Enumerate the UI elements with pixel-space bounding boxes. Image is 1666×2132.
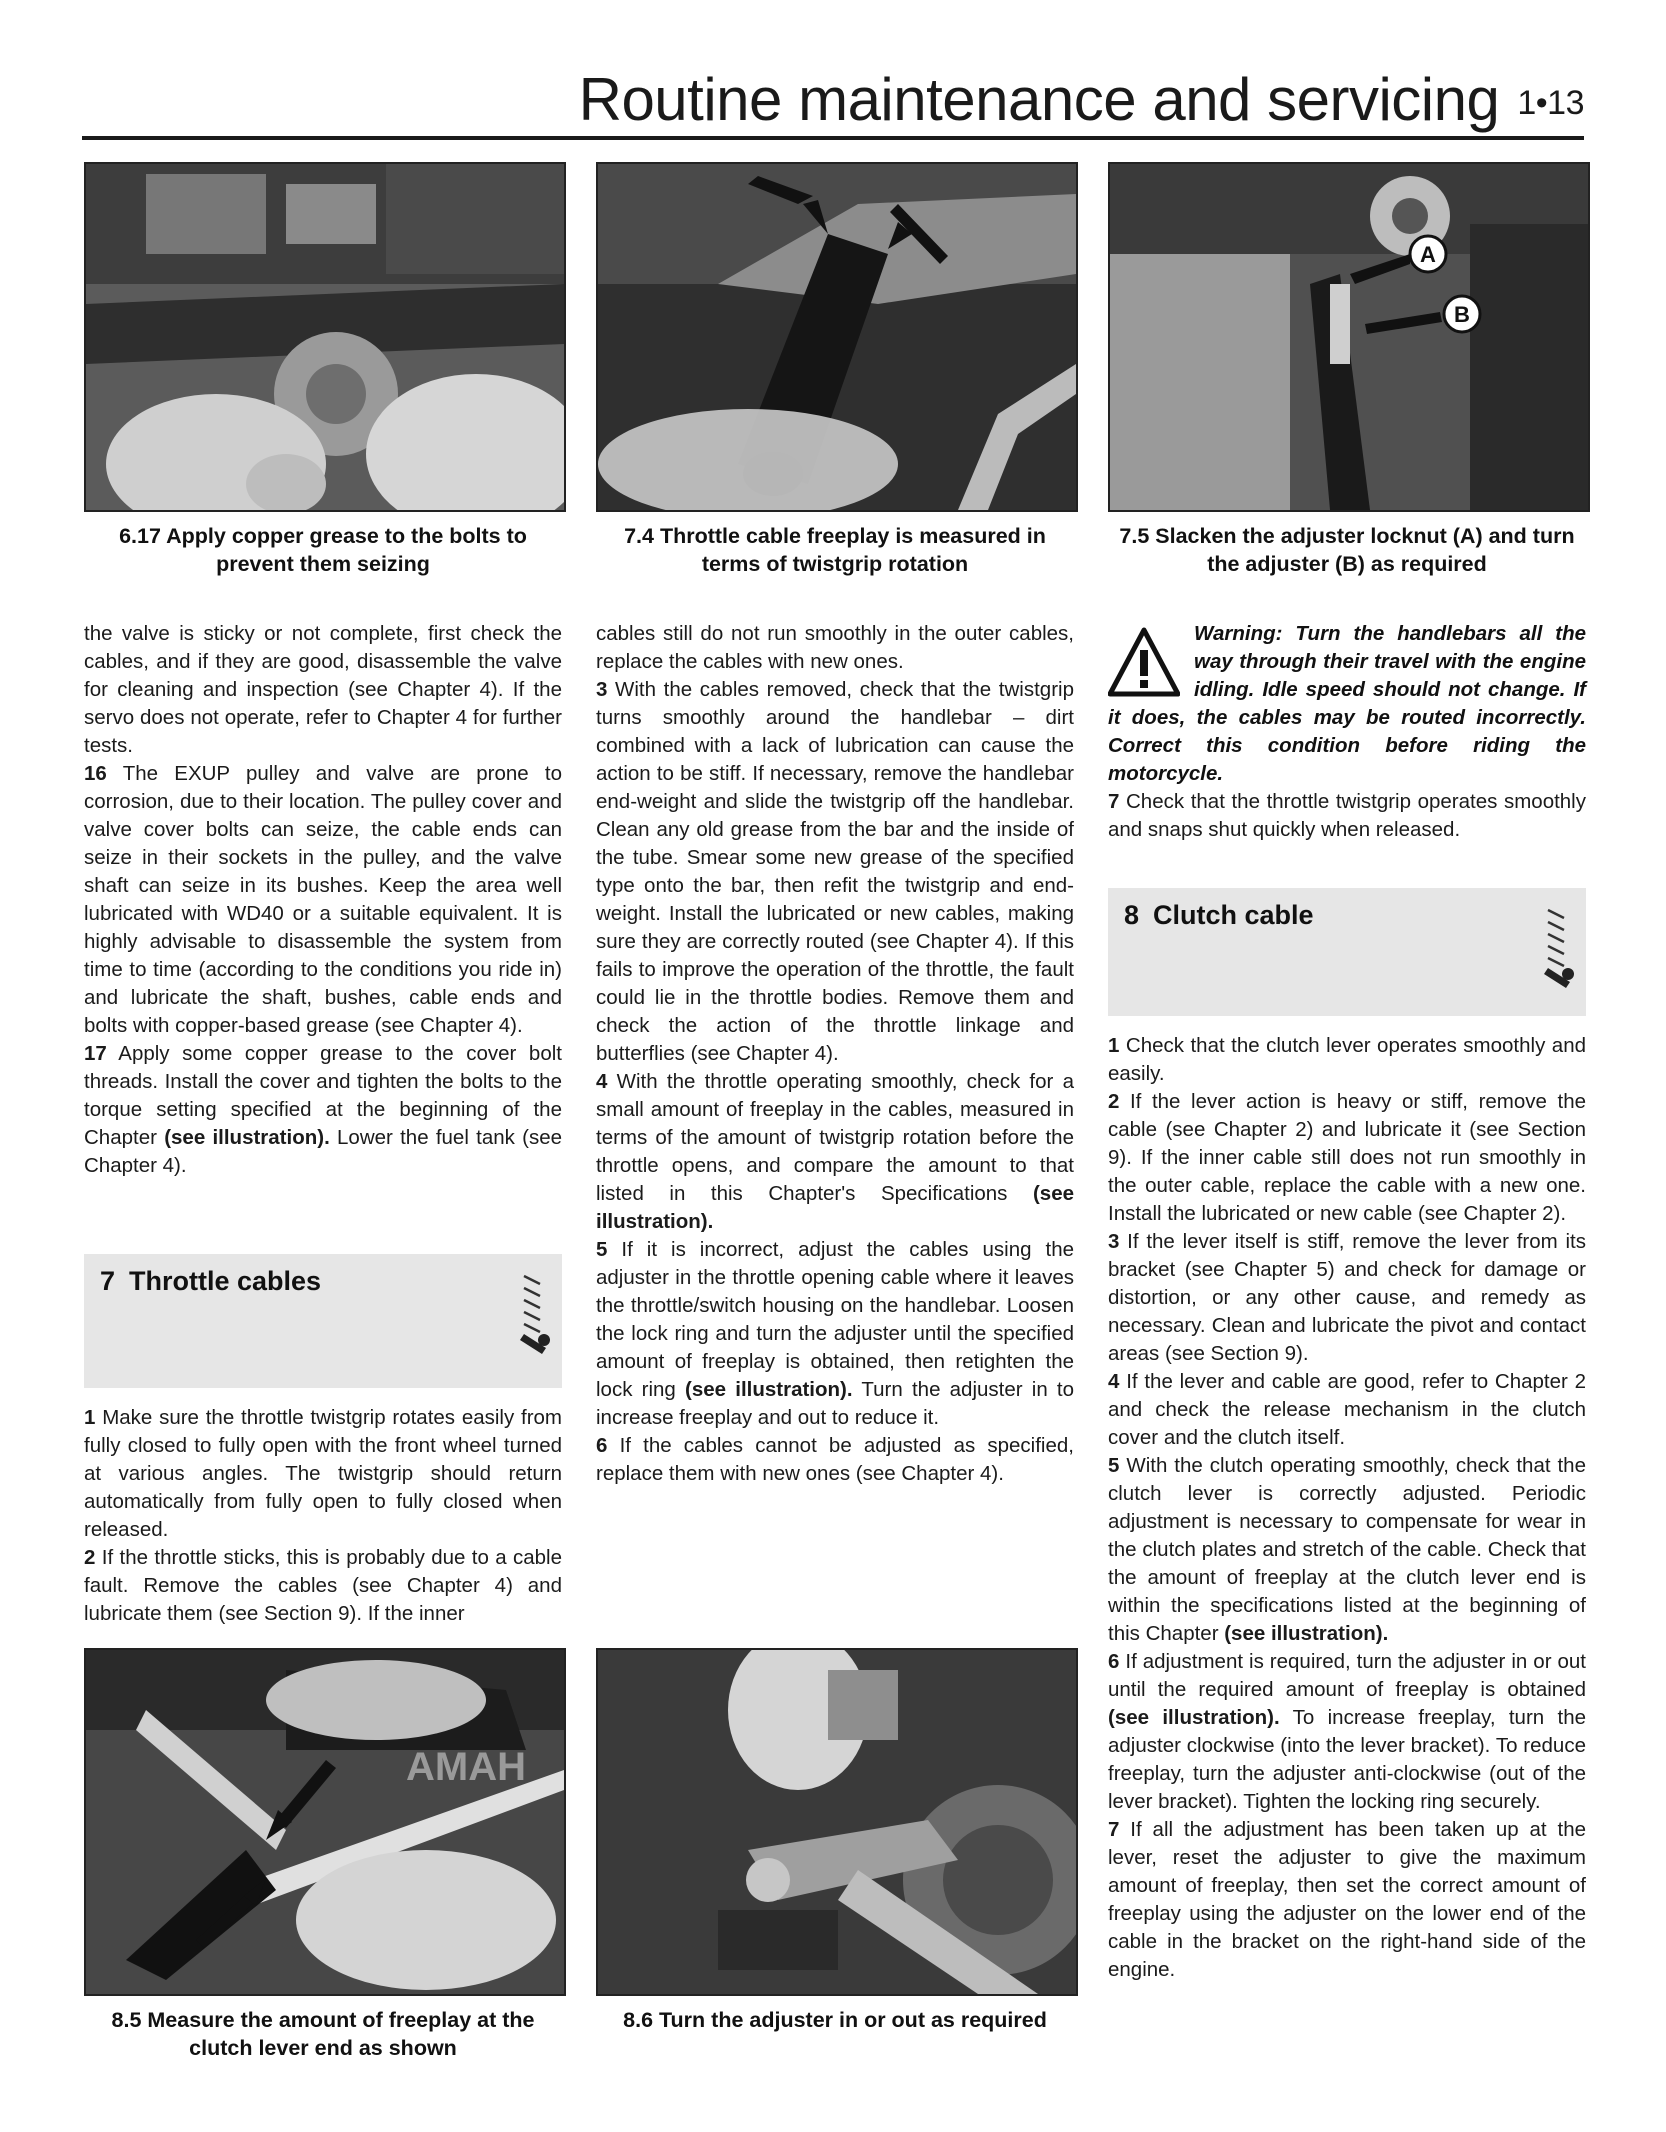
photo-8-5 bbox=[84, 1648, 566, 1996]
caption-number: 8.5 bbox=[111, 2008, 142, 2032]
paragraph-16: 16 The EXUP pulley and valve are prone to corrosion, due to their location. The pulley cover and valve cover bolts can seize, the cable ends can seize in their sockets in the pulley, and the valve shaft can seize in its bushes. Keep the area well lubricated with WD40 or a suitable equivalent. It is highly advisable to disassemble the system from time to time (according to the conditions you ride in) and lubricate the shaft, bushes, cable ends and bolts with copper-based grease (see Chapter 4). bbox=[84, 762, 562, 1037]
warning-box bbox=[1108, 620, 1586, 788]
caption-text: Slacken the adjuster locknut (A) and turn the adjuster (B) as required bbox=[1155, 524, 1575, 576]
paragraph-3: 3 With the cables removed, check that the twistgrip turns smoothly around the handlebar – dirt combined with a lack of lubrication can cause the action to be stiff. If necessary, remove the handlebar end-weight and slide the twistgrip off the handlebar. Clean any old grease from the bar and the inside of the tube. Smear some new grease of the specified type onto the bar, then refit the twistgrip and end-weight. Install the lubricated or new cables, making sure they are correctly routed (see Chapter 4). If this fails to improve the operation of the throttle, the fault could lie in the throttle bodies. Remove them and check the action of the throttle linkage and butterflies (see Chapter 4). bbox=[596, 678, 1074, 1065]
paragraph-7: 7 Check that the throttle twistgrip operates smoothly and snaps shut quickly when released. bbox=[1108, 790, 1586, 841]
paragraph-2: 2 If the lever action is heavy or stiff, remove the cable (see Chapter 2) and lubricate it (see Section 9). If the inner cable still does not run smoothly in the outer cable, replace the cable with a new one. Install the lubricated or new cable (see Chapter 2). bbox=[1108, 1090, 1586, 1225]
photo-7-5 bbox=[1108, 162, 1590, 512]
section-8-heading bbox=[1108, 888, 1586, 1016]
paragraph-1: 1 Make sure the throttle twistgrip rotates easily from fully closed to fully open with the front wheel turned at various angles. The twistgrip should return automatically from fully open to fully closed when released. bbox=[84, 1406, 563, 1541]
paragraph-17: 17 Apply some copper grease to the cover bolt threads. Install the cover and tighten the bolts to the torque setting specified at the beginning of the Chapter (see illustration). Lower the fuel tank (see Chapter 4). bbox=[84, 1042, 562, 1177]
page-header bbox=[579, 62, 1584, 141]
section-title: 8 Clutch cable bbox=[1124, 900, 1314, 930]
caption-text: Turn the adjuster in or out as required bbox=[659, 2008, 1047, 2032]
caption-number: 7.4 bbox=[624, 524, 654, 548]
header-rule bbox=[82, 136, 1584, 140]
paragraph-number: 7 bbox=[1108, 790, 1120, 813]
tank-logo-text: AMAH bbox=[406, 1745, 526, 1789]
column-3-text-top bbox=[1108, 788, 1586, 844]
caption-7-5 bbox=[1108, 522, 1586, 578]
paragraph-4: 4 If the lever and cable are good, refer to Chapter 2 and check the release mechanism in the clutch cover and the clutch itself. bbox=[1108, 1370, 1586, 1449]
caption-8-5 bbox=[84, 2006, 562, 2062]
paragraph-number: 1 bbox=[1108, 1034, 1120, 1057]
illustration-reference: (see illustration). bbox=[596, 1182, 1075, 1233]
paragraph-number: 1 bbox=[84, 1406, 96, 1429]
caption-8-6 bbox=[596, 2006, 1074, 2034]
column-1-text bbox=[84, 620, 562, 1180]
section-7-text bbox=[84, 1404, 562, 1628]
caption-6-17 bbox=[84, 522, 562, 578]
paragraph-2: 2 If the throttle sticks, this is probably due to a cable fault. Remove the cables (see Chapter 4) and lubricate them (see Section 9). If the inner bbox=[84, 1546, 562, 1625]
paragraph-number: 5 bbox=[1108, 1454, 1120, 1477]
spanner-difficulty-icon bbox=[516, 1270, 552, 1358]
caption-number: 7.5 bbox=[1119, 524, 1150, 548]
paragraph: cables still do not run smoothly in the outer cables, replace the cables with new ones. bbox=[596, 622, 1074, 673]
caption-text: Apply copper grease to the bolts to prevent them seizing bbox=[166, 524, 527, 576]
paragraph-number: 5 bbox=[596, 1238, 608, 1261]
paragraph-number: 3 bbox=[1108, 1230, 1120, 1253]
callout-b-label: B bbox=[1454, 302, 1470, 327]
paragraph-5: 5 If it is incorrect, adjust the cables using the adjuster in the throttle opening cable where it leaves the throttle/switch housing on the handlebar. Loosen the lock ring and turn the adjuster until the specified amount of freeplay is obtained, then retighten the lock ring (see illustration). Turn the adjuster in to increase freeplay and out to reduce it. bbox=[596, 1238, 1075, 1429]
paragraph-number: 4 bbox=[1108, 1370, 1120, 1393]
photo-7-4 bbox=[596, 162, 1078, 512]
column-2-text bbox=[596, 620, 1074, 1488]
spanner-difficulty-icon bbox=[1540, 904, 1576, 992]
paragraph-7: 7 If all the adjustment has been taken up at the lever, reset the adjuster to give the maximum amount of freeplay, then set the correct amount of freeplay using the adjuster on the lower end of the cable in the bracket on the right-hand side of the engine. bbox=[1108, 1818, 1586, 1981]
paragraph-number: 4 bbox=[596, 1070, 608, 1093]
caption-number: 8.6 bbox=[623, 2008, 654, 2032]
illustration-reference: (see illustration). bbox=[1108, 1706, 1280, 1729]
caption-number: 6.17 bbox=[119, 524, 161, 548]
paragraph-6: 6 If adjustment is required, turn the adjuster in or out until the required amount of freeplay is obtained (see illustration). To increase freeplay, turn the adjuster clockwise (into the lever bracket). To reduce freeplay, turn the adjuster anti-clockwise (out of the lever bracket). Tighten the locking ring securely. bbox=[1108, 1650, 1587, 1813]
warning-icon bbox=[1108, 626, 1180, 698]
paragraph-number: 17 bbox=[84, 1042, 107, 1065]
caption-text: Measure the amount of freeplay at the clutch lever end as shown bbox=[147, 2008, 535, 2060]
section-7-heading bbox=[84, 1254, 562, 1388]
illustration-reference: (see illustration). bbox=[685, 1378, 853, 1401]
paragraph-number: 16 bbox=[84, 762, 107, 785]
page-title: Routine maintenance and servicing bbox=[578, 66, 1500, 133]
paragraph-number: 2 bbox=[1108, 1090, 1120, 1113]
page-number: 1•13 bbox=[1517, 84, 1584, 122]
callout-a-label: A bbox=[1420, 242, 1436, 267]
section-number: 8 bbox=[1124, 900, 1140, 930]
paragraph-3: 3 If the lever itself is stiff, remove the lever from its bracket (see Chapter 5) and check for damage or distortion, or any other cause, and remedy as necessary. Clean and lubricate the pivot and contact areas (see Section 9). bbox=[1108, 1230, 1586, 1365]
paragraph-number: 3 bbox=[596, 678, 608, 701]
paragraph-5: 5 With the clutch operating smoothly, check that the clutch lever is correctly adjusted. Periodic adjustment is necessary to compensate for wear in the clutch plates and stretch of the cable. Check that the amount of freeplay at the clutch lever end is within the specifications listed at the beginning of this Chapter (see illustration). bbox=[1108, 1454, 1586, 1645]
paragraph: the valve is sticky or not complete, first check the cables, and if they are good, disassemble the valve for cleaning and inspection (see Chapter 4). If the servo does not operate, refer to Chapter 4 for further tests. bbox=[84, 622, 562, 757]
paragraph-number: 2 bbox=[84, 1546, 96, 1569]
paragraph-number: 6 bbox=[1108, 1650, 1120, 1673]
section-8-text bbox=[1108, 1032, 1586, 1984]
caption-text: Throttle cable freeplay is measured in terms of twistgrip rotation bbox=[659, 524, 1046, 576]
caption-7-4 bbox=[596, 522, 1074, 578]
illustration-reference: (see illustration). bbox=[1224, 1622, 1389, 1645]
section-title: 7 Throttle cables bbox=[100, 1266, 322, 1296]
section-number: 7 bbox=[100, 1266, 116, 1296]
illustration-reference: (see illustration). bbox=[164, 1126, 330, 1149]
warning-text: Warning: Turn the handlebars all the way through their travel with the engine idling. Idle speed should not change. If it does, the cables may be routed incorrectly. Correct this condition before riding the motorcycle. bbox=[1108, 622, 1586, 785]
paragraph-number: 6 bbox=[596, 1434, 608, 1457]
paragraph-6: 6 If the cables cannot be adjusted as specified, replace them with new ones (see Chapter 4). bbox=[596, 1434, 1074, 1485]
paragraph-number: 7 bbox=[1108, 1818, 1120, 1841]
photo-6-17 bbox=[84, 162, 566, 512]
photo-8-6 bbox=[596, 1648, 1078, 1996]
paragraph-1: 1 Check that the clutch lever operates smoothly and easily. bbox=[1108, 1034, 1586, 1085]
paragraph-4: 4 With the throttle operating smoothly, check for a small amount of freeplay in the cables, measured in terms of the amount of twistgrip rotation before the throttle opens, and compare the amount to that listed in this Chapter's Specifications (see illustration). bbox=[596, 1070, 1075, 1233]
